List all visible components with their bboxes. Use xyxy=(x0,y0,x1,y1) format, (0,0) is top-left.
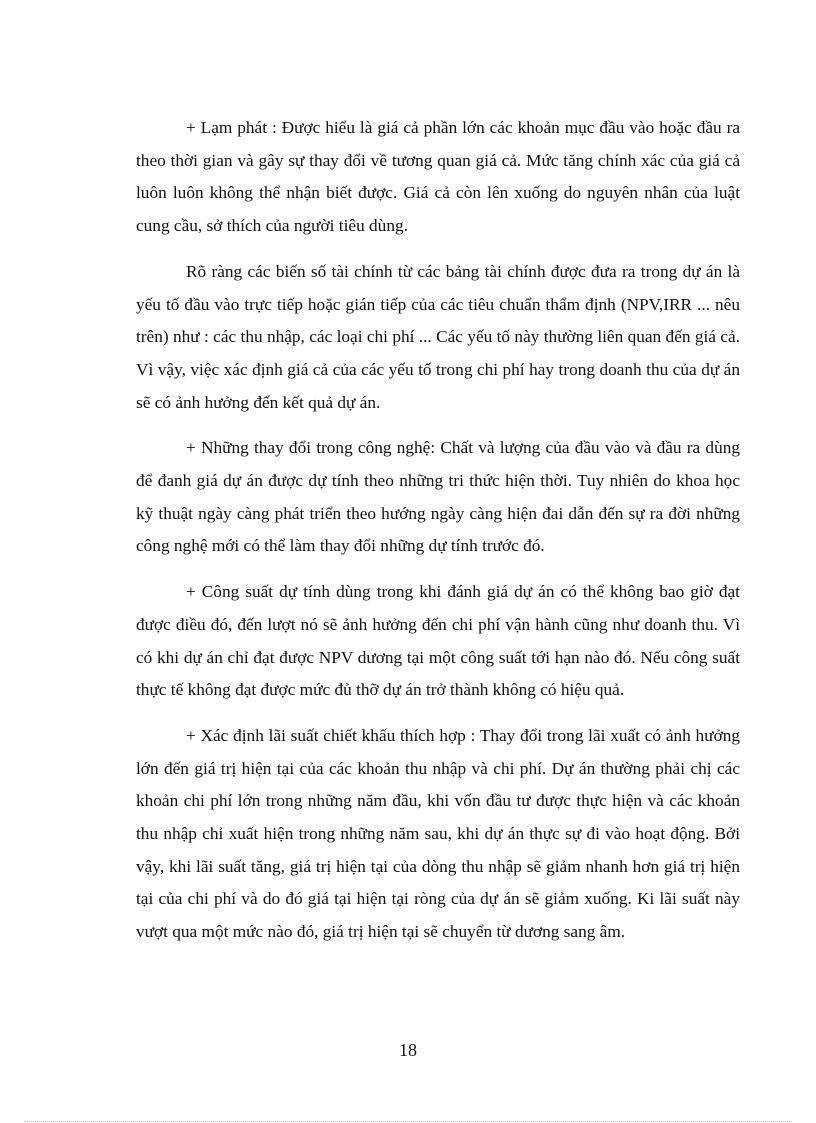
paragraph-financial-variables: Rõ ràng các biến số tài chính từ các bảng tài chính được đưa ra trong dự án là yếu tố đầu vào trực tiếp hoặc gián tiếp của các tiêu chuẩn thẩm định (NPV,IRR ... nêu trên) như : các thu nhập, các loại chi phí ... Các yếu tố này thường liên quan đến giá cả. Vì vậy, việc xác định giá cả của các yếu tố trong chi phí hay trong doanh thu của dự án sẽ có ảnh hưởng đến kết quả dự án. xyxy=(136,261,740,412)
page-number: 18 xyxy=(399,1040,417,1060)
paragraph-technology-changes: + Những thay đổi trong công nghệ: Chất và lượng của đầu vào và đầu ra dùng để đanh giá dự án được dự tính theo những tri thức hiện thời. Tuy nhiên do khoa học kỹ thuật ngày càng phát triển theo hướng ngày càng hiện đai dẫn đến sự ra đời những công nghệ mới có thể làm thay đổi những dự tính trước đó. xyxy=(136,438,740,556)
paragraph-capacity: + Công suất dự tính dùng trong khi đánh giá dự án có thể không bao giờ đạt được điều đó, đến lượt nó sẽ ảnh hưởng đến chi phí vận hành cũng như doanh thu. Vì có khi dự án chỉ đạt được NPV dương tại một công suất tới hạn nào đó. Nếu công suất thực tế không đạt được mức đủ thỡ dự án trở thành không có hiệu quả. xyxy=(136,582,740,700)
paragraph-inflation: + Lạm phát : Được hiểu là giá cả phần lớn các khoản mục đầu vào hoặc đầu ra theo thời gian và gây sự thay đổi về tương quan giá cả. Mức tăng chính xác của giá cả luôn luôn không thể nhận biết được. Giá cả còn lên xuống do nguyên nhân của luật cung cầu, sở thích của người tiêu dùng. xyxy=(136,118,740,236)
page-bottom-divider xyxy=(24,1121,792,1122)
paragraph-discount-rate: + Xác định lãi suất chiết khấu thích hợp : Thay đổi trong lãi xuất có ảnh hưởng lớn đến giá trị hiện tại của các khoản thu nhập và chi phí. Dự án thường phải chị các khoản chi phí lớn trong những năm đầu, khi vốn đầu tư được thực hiện và các khoản thu nhập chỉ xuất hiện trong những năm sau, khi dự án thực sự đi vào hoạt động. Bởi vậy, khi lãi suất tăng, giá trị hiện tại của dòng thu nhập sẽ giảm nhanh hơn giá trị hiện tại của chi phí và do đó giá tại hiện tại ròng của dự án sẽ giảm xuống. Ki lãi suất này vượt qua một mức nào đó, giá trị hiện tại sẽ chuyển từ dương sang âm. xyxy=(136,725,740,942)
body-text xyxy=(136,112,740,962)
